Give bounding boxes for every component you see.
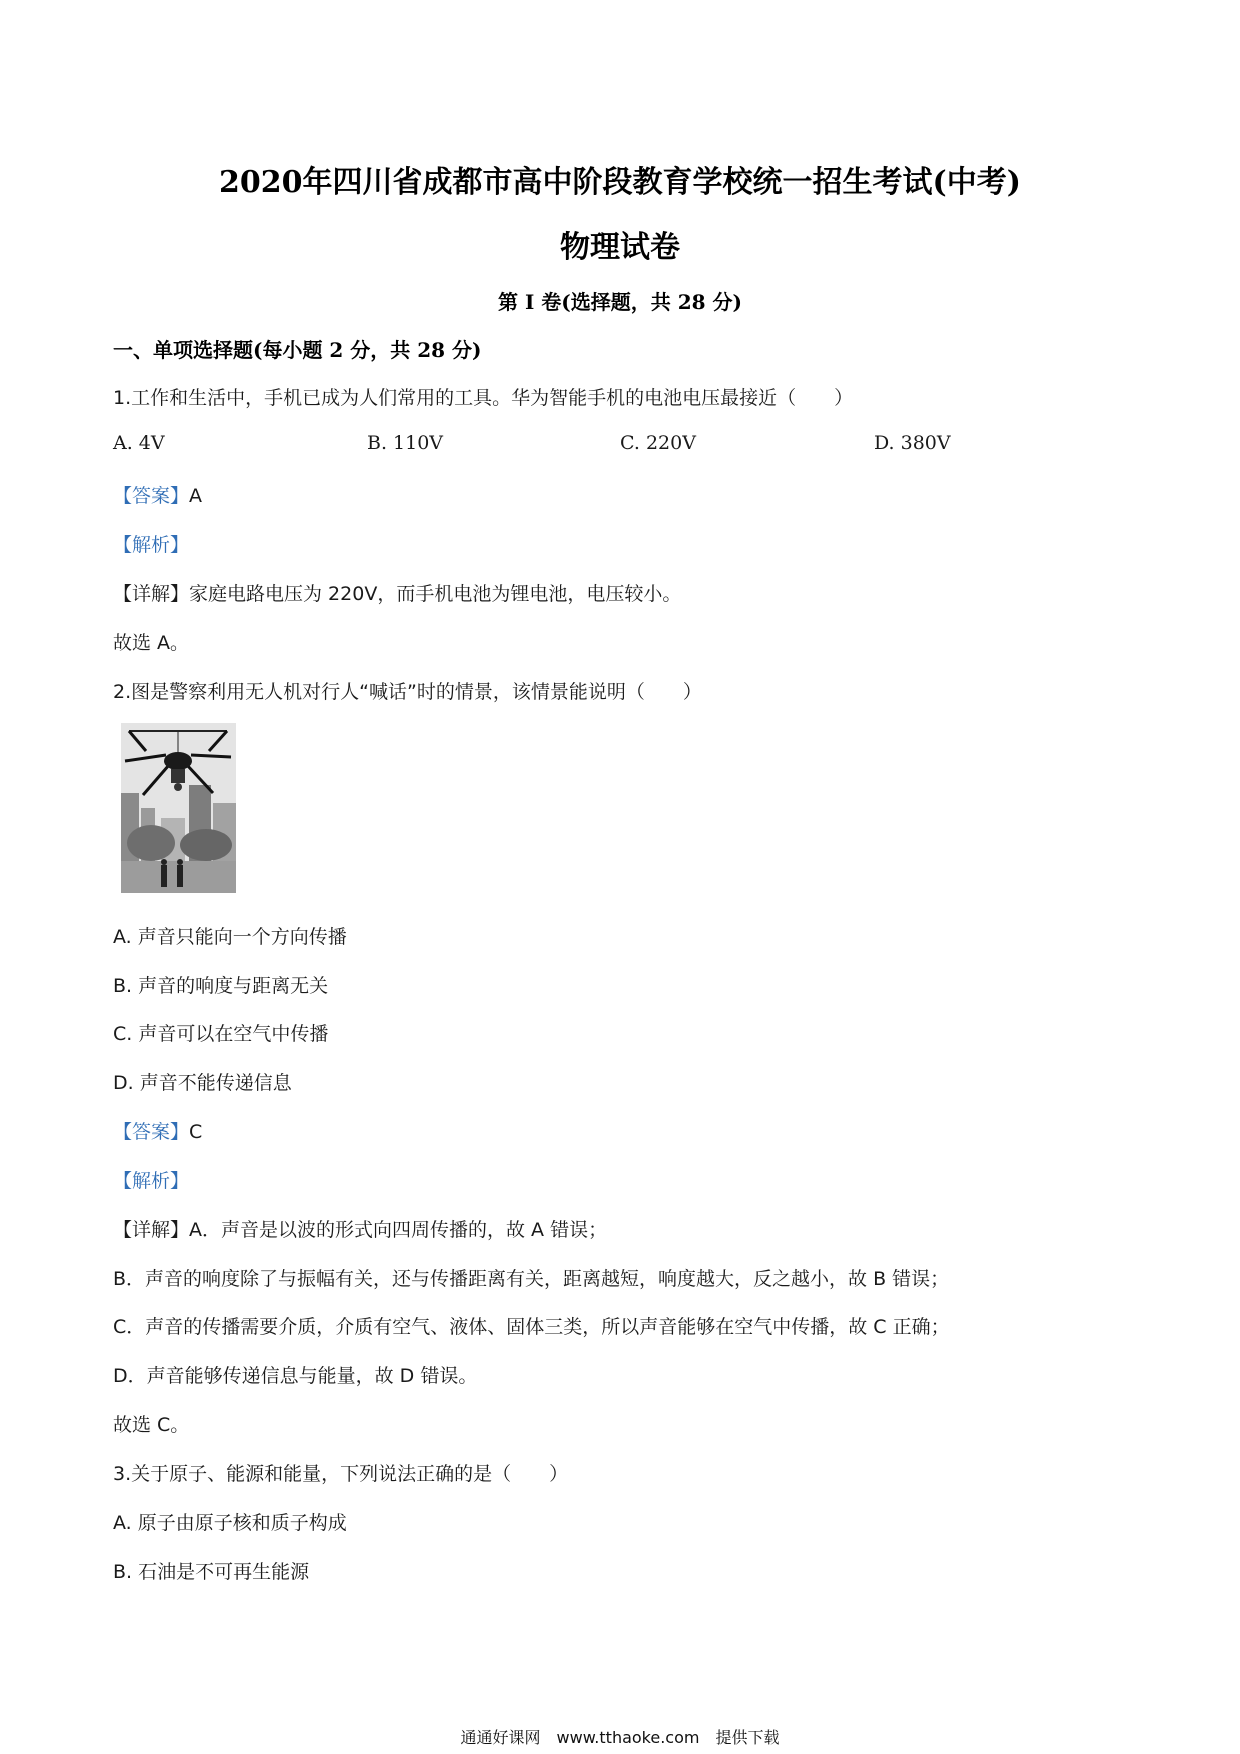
q2-answer [113, 1117, 202, 1144]
volume-heading: 第 I 卷(选择题，共 28 分) [498, 290, 742, 314]
q1-option-a: A. 4V [113, 432, 165, 454]
q2-option-a: A. 声音只能向一个方向传播 [113, 926, 347, 948]
q2-stem: 2.图是警察利用无人机对行人“喊话”时的情景，该情景能说明（ ） [113, 681, 702, 703]
subject-title: 物理试卷 [560, 230, 680, 265]
q3-stem: 3.关于原子、能源和能量，下列说法正确的是（ ） [113, 1463, 569, 1485]
q1-conclusion: 故选 A。 [113, 632, 190, 654]
q2-analysis-tag: 【解析】 [113, 1170, 190, 1192]
q1-detail-tag: 【详解】 [113, 583, 190, 605]
q2-detail-d: D．声音能够传递信息与能量，故 D 错误。 [113, 1365, 478, 1387]
q1-option-b: B. 110V [367, 432, 444, 454]
q1-option-c: C. 220V [620, 432, 696, 454]
q2-detail-b: B．声音的响度除了与振幅有关，还与传播距离有关，距离越短，响度越大，反之越小，故 B 错误； [113, 1268, 950, 1290]
q1-analysis-tag: 【解析】 [113, 534, 190, 556]
section-heading: 一、单项选择题(每小题 2 分，共 28 分) [113, 338, 482, 362]
q2-detail-a-text: A．声音是以波的形式向四周传播的，故 A 错误； [189, 1219, 608, 1241]
q1-detail [113, 579, 681, 606]
q3-option-b: B. 石油是不可再生能源 [113, 1561, 310, 1583]
q1-answer-value: A [189, 485, 203, 507]
page-footer: 通通好课网 www.tthaoke.com 提供下载 [460, 1728, 780, 1747]
q2-detail-tag: 【详解】 [113, 1219, 190, 1241]
q1-detail-text: 家庭电路电压为 220V，而手机电池为锂电池，电压较小。 [189, 583, 682, 605]
q2-detail-a [113, 1215, 607, 1242]
q1-answer-tag: 【答案】 [113, 485, 190, 507]
drone-photo [121, 723, 236, 893]
q1-stem: 1.工作和生活中，手机已成为人们常用的工具。华为智能手机的电池电压最接近（ ） [113, 387, 854, 409]
q2-answer-tag: 【答案】 [113, 1121, 190, 1143]
q2-answer-value: C [189, 1121, 203, 1143]
q2-option-c: C. 声音可以在空气中传播 [113, 1023, 329, 1045]
q1-answer [113, 481, 202, 508]
drone-photo-icon [121, 723, 236, 893]
q3-option-a: A. 原子由原子核和质子构成 [113, 1512, 347, 1534]
q2-option-b: B. 声音的响度与距离无关 [113, 975, 329, 997]
q2-option-d: D. 声音不能传递信息 [113, 1072, 292, 1094]
exam-title: 2020年四川省成都市高中阶段教育学校统一招生考试(中考) [219, 165, 1021, 200]
q2-detail-c: C．声音的传播需要介质，介质有空气、液体、固体三类，所以声音能够在空气中传播，故 C 正确； [113, 1316, 950, 1338]
q2-conclusion: 故选 C。 [113, 1414, 190, 1436]
q1-option-d: D. 380V [874, 432, 951, 454]
